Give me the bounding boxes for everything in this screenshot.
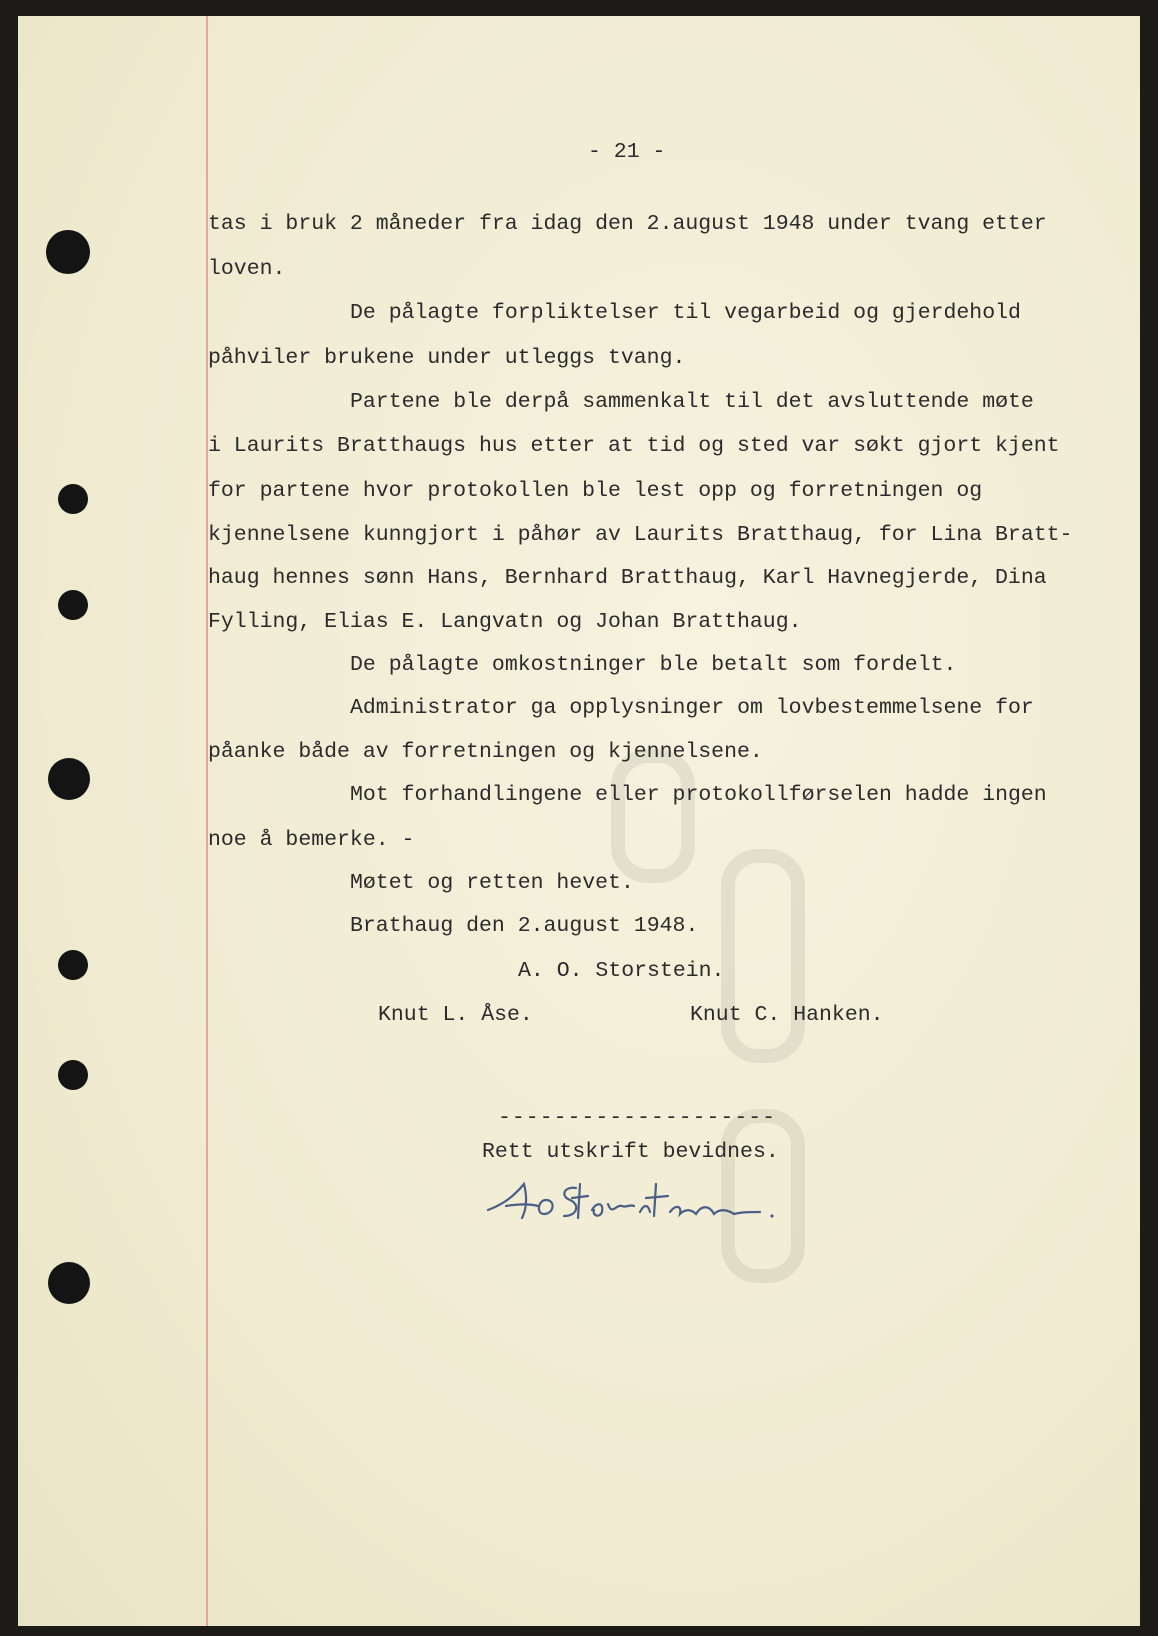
body-line: noe å bemerke. - [208, 828, 415, 852]
body-line: haug hennes sønn Hans, Bernhard Bratthaug, Karl Havnegjerde, Dina [208, 566, 1047, 590]
punch-hole [58, 590, 88, 620]
body-line: Administrator ga opplysninger om lovbestemmelsene for [350, 696, 1034, 720]
place-date-line: Brathaug den 2.august 1948. [350, 914, 699, 938]
body-line: Mot forhandlingene eller protokollførselen hadde ingen [350, 783, 1047, 807]
punch-hole [48, 758, 90, 800]
signature-right: Knut C. Hanken. [690, 1003, 884, 1027]
body-line: påhviler brukene under utleggs tvang. [208, 346, 686, 370]
body-line: tas i bruk 2 måneder fra idag den 2.august 1948 under tvang etter [208, 212, 1047, 236]
page-number: - 21 - [588, 140, 666, 164]
body-line: De pålagte forpliktelser til vegarbeid og gjerdehold [350, 301, 1021, 325]
signature-chair: A. O. Storstein. [518, 959, 725, 983]
punch-hole [48, 1262, 90, 1304]
body-line: Møtet og retten hevet. [350, 871, 634, 895]
punch-hole [58, 950, 88, 980]
body-line: Partene ble derpå sammenkalt til det avsluttende møte [350, 390, 1034, 414]
certification-text: Rett utskrift bevidnes. [482, 1140, 779, 1164]
punch-hole [46, 230, 90, 274]
body-line: Fylling, Elias E. Langvatn og Johan Bratthaug. [208, 610, 802, 634]
body-line: i Laurits Bratthaugs hus etter at tid og sted var søkt gjort kjent [208, 434, 1060, 458]
body-line: De pålagte omkostninger ble betalt som fordelt. [350, 653, 957, 677]
separator-line: -------------------- [498, 1106, 777, 1130]
body-line: påanke både av forretningen og kjennelsene. [208, 740, 763, 764]
body-line: kjennelsene kunngjort i påhør av Laurits Bratthaug, for Lina Bratt- [208, 523, 1073, 547]
body-line: for partene hvor protokollen ble lest opp og forretningen og [208, 479, 983, 503]
punch-hole [58, 484, 88, 514]
bleed-through-shadow [578, 736, 838, 1436]
body-line: loven. [208, 257, 286, 281]
signature-left: Knut L. Åse. [378, 1003, 533, 1027]
punch-hole [58, 1060, 88, 1090]
document-page [18, 16, 1140, 1626]
